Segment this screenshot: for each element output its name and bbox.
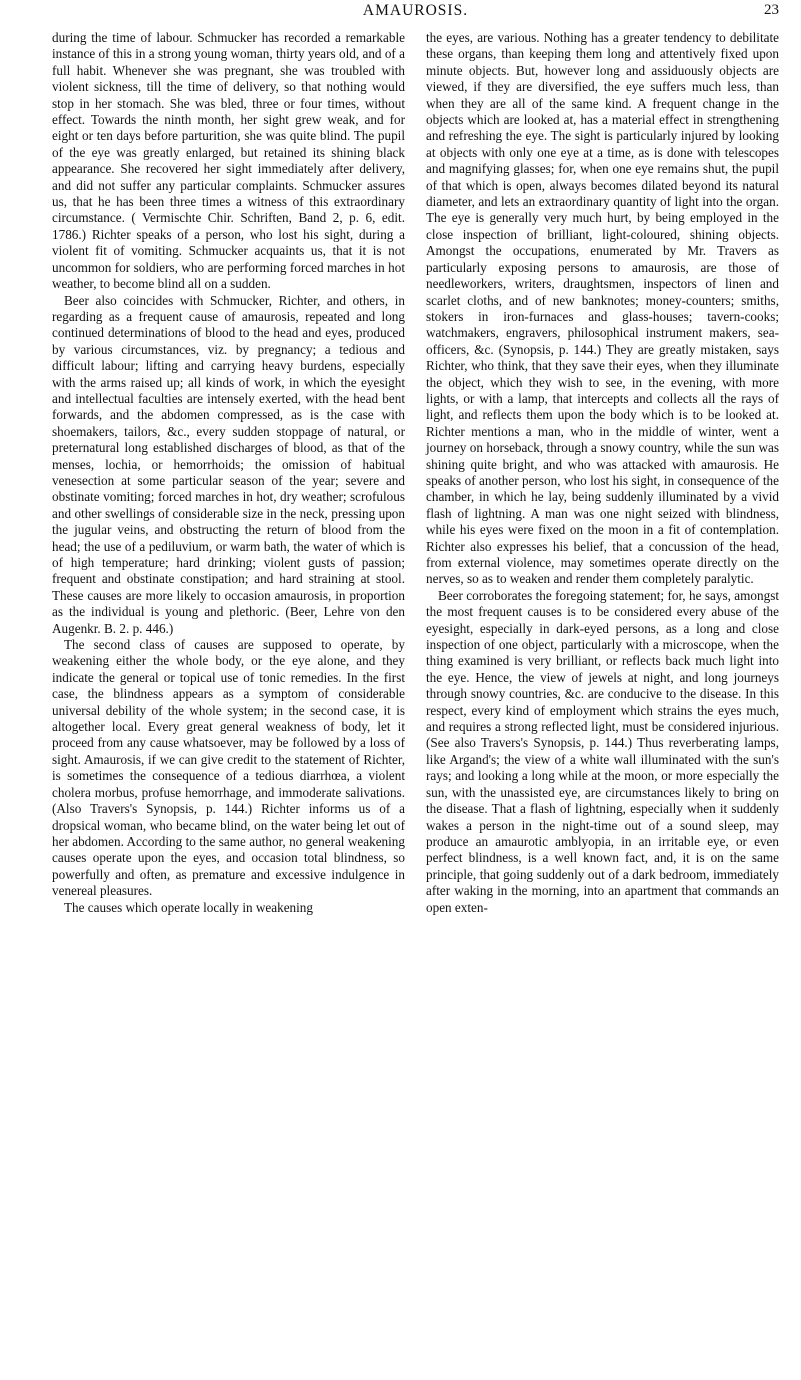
paragraph: The second class of causes are supposed to operate, by weakening either the whole body, or the eye alone, and they indicate the general or topical use of tonic remedies. In the first case, the blindness appears as a symptom of considerable universal debility of the whole system; in the second case, it is altogether local. Every great general weakness of body, let it proceed from any cause whatsoever, may be followed by a loss of sight. Amaurosis, if we can give credit to the statement of Richter, is sometimes the consequence of a tedious diarrhœa, a violent cholera morbus, profuse hemorrhage, and immoderate salivations. (Also Travers's Synopsis, p. 144.) Richter informs us of a dropsical woman, who became blind, on the water being let out of her abdomen. According to the same author, no general weakening causes operate upon the eyes, and occasion total blindness, so powerfully and often, as premature and excessive indulgence in venereal pleasures. bbox=[52, 637, 405, 899]
running-title: AMAUROSIS. bbox=[362, 2, 469, 19]
paragraph: during the time of labour. Schmucker has recorded a remarkable instance of this in a strong young woman, thirty years old, and of a full habit. Whenever she was pregnant, she was troubled with violent sickness, till the time of delivery, so that nothing would stop in her stomach. She was bled, three or four times, without effect. Towards the ninth month, her sight grew weak, and for eight or ten days before parturition, she was quite blind. The pupil of the eye was greatly enlarged, but retained its shining black appearance. She recovered her sight immediately after delivery, and did not suffer any particular complaints. Schmucker assures us, that he has been three times a witness of this extraordinary circumstance. ( Vermischte Chir. Schriften, Band 2, p. 6, edit. 1786.) Richter speaks of a person, who lost his sight, during a violent fit of vomiting. Schmucker acquaints us, that it is not uncommon for soldiers, who are performing forced marches in hot weather, to become blind all on a sudden. bbox=[52, 30, 405, 292]
paragraph: The causes which operate locally in weakening bbox=[64, 899, 313, 915]
paragraph: Beer corroborates the foregoing statement; for, he says, amongst the most frequent causes is to be considered every abuse of the eyesight, especially in dark-eyed persons, as a long and close inspection of one object, particularly with a microscope, when the thing examined is very brilliant, or reflects back much light into the eye. Hence, the view of jewels at night, and long journeys through snowy countries, &c. are conducive to the disease. In this respect, every kind of employment which strains the eyes much, and requires a strong reflected light, must be considered injurious. (See also Travers's Synopsis, p. 144.) Thus reverberating lamps, like Argand's; the view of a white wall illuminated with the sun's rays; and looking a long while at the moon, or more especially the sun, with the unassisted eye, are circumstances likely to bring on the disease. That a flash of lightning, especially when it suddenly wakes a person in the night-time out of a sound sleep, may produce an amaurotic amblyopia, in an irritable eye, or even perfect blindness, is a well known fact, and, it is on the same principle, that going suddenly out of a dark bedroom, immediately after waking in the morning, into an apartment that commands an open exten- bbox=[426, 587, 779, 915]
page-header bbox=[52, 2, 779, 24]
paragraph: Beer also coincides with Schmucker, Richter, and others, in regarding as a frequent cause of amaurosis, repeated and long continued determinations of blood to the head and eyes, produced by various circumstances, viz. by pregnancy; a tedious and difficult labour; lifting and carrying heavy burdens, especially with the arms raised up; all kinds of work, in which the eyesight and intellectual faculties are intensely exerted, with the head bent forwards, and the abdomen compressed, as is the case with shoemakers, tailors, &c., every sudden stoppage of natural, or preternatural long established discharges of blood, as that of the menses, lochia, or hemorrhoids; the omission of habitual venesection at some particular season of the year; severe and obstinate vomiting; forced marches in hot, dry weather; scrofulous and other swellings of considerable size in the neck, pressing upon the jugular veins, and obstructing the return of blood from the head; the use of a pediluvium, or warm bath, the water of which is of high temperature; hard drinking; violent gusts of passion; frequent and obstinate constipation; and hard straining at stool. These causes are more likely to occasion amaurosis, in proportion as the individual is young and plethoric. (Beer, Lehre von den Augenkr. B. 2. p. 446.) bbox=[52, 292, 405, 636]
left-column bbox=[52, 30, 405, 916]
page-number: 23 bbox=[764, 2, 779, 18]
paragraph: the eyes, are various. Nothing has a greater tendency to debilitate these organs, than keeping them long and attentively fixed upon minute objects. But, however long and assiduously objects are viewed, if they are diversified, the eye suffers much less, than when they are all of the same kind. A frequent change in the objects which are looked at, has a material effect in strengthening and refreshing the eye. The sight is particularly injured by looking at objects with only one eye at a time, as is done with telescopes and magnifying glasses; for, when one eye remains shut, the pupil of that which is open, always becomes dilated beyond its natural diameter, and lets an extraordinary quantity of light into the organ. The eye is generally very much hurt, by being employed in the close inspection of brilliant, light-coloured, shining objects. Amongst the occupations, enumerated by Mr. Travers as particularly exposing persons to amaurosis, are those of needleworkers, writers, draughtsmen, inspectors of linen and scarlet cloths, and of new banknotes; money-counters; smiths, stokers in iron-furnaces and glass-houses; tavern-cooks; watchmakers, engravers, philosophical instrument makers, sea-officers, &c. (Synopsis, p. 144.) They are greatly mistaken, says Richter, who think, that they save their eyes, when they illuminate the object, which they wish to see, in the evening, with more lights, or with a lamp, that intercepts and collects all the rays of light, and reflects them upon the body which is to be looked at. Richter mentions a man, who in the middle of winter, went a journey on horseback, through a snowy country, while the sun was shining quite bright, and who was attacked with amaurosis. He speaks of another person, who lost his sight, in consequence of the chamber, in which he lay, being suddenly illuminated by a vivid flash of lightning. A man was one night seized with blindness, while his eyes were fixed on the moon in a fit of contemplation. Richter also expresses his belief, that a concussion of the head, from external violence, may sometimes operate directly on the nerves, so as to weaken and render them completely paralytic. bbox=[426, 30, 779, 587]
right-column bbox=[426, 30, 779, 916]
text-columns bbox=[52, 30, 779, 916]
